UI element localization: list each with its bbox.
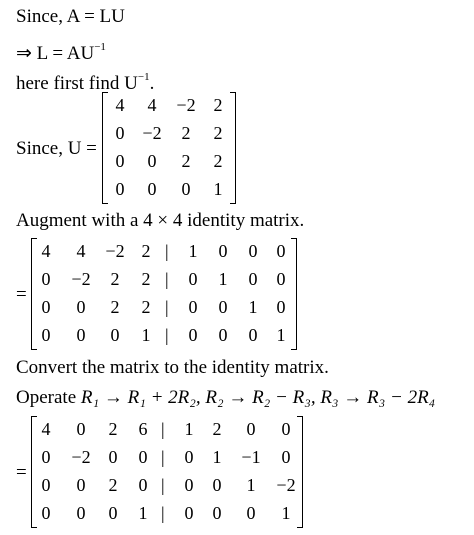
inverse-exponent: −1 [137,71,150,83]
matrix-cell: 1 [248,297,258,317]
matrix-cell: 0 [41,325,51,345]
convert-text: Convert the matrix to the identity matrix. [16,357,329,378]
matrix-cell: 4 [41,241,51,261]
matrix-cell: 1 [212,447,222,467]
augment-divider: | [161,447,165,467]
matrix-cell: 0 [41,503,51,523]
matrix-cell: 2 [141,241,151,261]
equals-sign [16,284,27,306]
matrix-cell: 6 [138,419,148,439]
matrix-cell: −2 [71,447,91,467]
row-operation-3: R₃ → R₃ − 2R₄ [320,387,436,408]
matrix-cell: 0 [248,269,258,289]
matrix-cell: 2 [110,269,120,289]
augment-divider: | [165,297,169,317]
matrix-cell: 2 [181,123,191,143]
matrix-cell: 0 [108,503,118,523]
augmented-matrix-after-operations [31,416,303,528]
matrix-row [31,414,303,444]
matrix-cell: 0 [218,297,228,317]
matrix-cell: 1 [276,325,286,345]
matrix-row [31,236,297,266]
matrix-cell: −2 [142,123,162,143]
matrix-cell: 0 [138,447,148,467]
matrix-row [31,442,303,472]
since-a-lu-text: Since, A = LU [16,6,125,27]
matrix-u [102,92,236,204]
matrix-cell: 1 [188,241,198,261]
matrix-cell: 4 [41,419,51,439]
matrix-cell: 4 [76,241,86,261]
augment-text: Augment with a 4 × 4 identity matrix. [16,210,305,231]
matrix-cell: 0 [188,325,198,345]
matrix-cell: 2 [212,419,222,439]
matrix-cell: 0 [76,297,86,317]
matrix-cell: 0 [281,419,291,439]
matrix-cell: 0 [108,447,118,467]
matrix-cell: 0 [76,475,86,495]
matrix-cell: 0 [281,447,291,467]
matrix-cell: 0 [76,325,86,345]
l-au-text: ⇒ L = AU [16,43,95,64]
matrix-cell: 1 [218,269,228,289]
convert-instruction [16,357,329,379]
matrix-cell: 4 [147,95,157,115]
matrix-cell: 0 [110,325,120,345]
row-operation-1: R₁ → R₁ + 2R₂, [80,387,201,408]
matrix-cell: 2 [108,475,118,495]
matrix-cell: 1 [213,179,223,199]
matrix-row [102,174,236,204]
matrix-cell: 2 [213,151,223,171]
matrix-cell: 0 [76,419,86,439]
matrix-cell: 1 [281,503,291,523]
matrix-cell: 0 [41,447,51,467]
matrix-cell: 0 [115,151,125,171]
matrix-cell: −1 [241,447,261,467]
matrix-cell: 2 [110,297,120,317]
matrix-row [102,90,236,120]
matrix-row [31,264,297,294]
matrix-cell: −2 [176,95,196,115]
matrix-cell: 1 [184,419,194,439]
matrix-row [102,146,236,176]
matrix-cell: 0 [41,269,51,289]
find-u-text: here first find U [16,73,138,94]
matrix-cell: 0 [246,419,256,439]
augment-divider: | [165,241,169,261]
line-since-a-equals-lu [16,6,125,28]
matrix-cell: 0 [276,269,286,289]
equals-sign [16,462,27,484]
matrix-cell: 0 [181,179,191,199]
matrix-cell: 2 [213,95,223,115]
matrix-cell: 0 [147,151,157,171]
matrix-cell: 0 [138,475,148,495]
augment-divider: | [161,419,165,439]
matrix-cell: 0 [246,503,256,523]
matrix-cell: 0 [248,325,258,345]
augment-divider: | [165,269,169,289]
matrix-cell: 0 [212,503,222,523]
matrix-cell: 2 [181,151,191,171]
equals-text: = [16,462,27,483]
augment-divider: | [161,475,165,495]
matrix-cell: 0 [184,503,194,523]
matrix-cell: 2 [108,419,118,439]
matrix-row [31,320,297,350]
matrix-cell: −2 [71,269,91,289]
matrix-cell: 1 [141,325,151,345]
matrix-cell: 1 [246,475,256,495]
matrix-cell: 0 [188,297,198,317]
since-u-text: Since, U = [16,138,97,159]
matrix-cell: 2 [213,123,223,143]
matrix-cell: 0 [147,179,157,199]
matrix-cell: 0 [184,447,194,467]
matrix-cell: 0 [41,475,51,495]
matrix-cell: 0 [248,241,258,261]
matrix-cell: −2 [276,475,296,495]
matrix-row [102,118,236,148]
inverse-exponent: −1 [94,41,106,53]
matrix-cell: 0 [184,475,194,495]
matrix-row [31,498,303,528]
matrix-row [31,292,297,322]
matrix-cell: 0 [41,297,51,317]
matrix-cell: 0 [218,325,228,345]
matrix-cell: 2 [141,297,151,317]
matrix-cell: 0 [276,241,286,261]
matrix-row [31,470,303,500]
augment-instruction [16,210,304,232]
operate-instruction [16,387,435,409]
matrix-cell: 0 [188,269,198,289]
matrix-cell: 0 [218,241,228,261]
matrix-cell: 0 [276,297,286,317]
matrix-cell: −2 [105,241,125,261]
equals-text: = [16,284,27,305]
matrix-cell: 0 [115,123,125,143]
line-l-equals-au-inverse [16,36,106,65]
since-u-label [16,138,97,160]
matrix-cell: 2 [141,269,151,289]
matrix-cell: 0 [212,475,222,495]
matrix-cell: 0 [115,179,125,199]
matrix-cell: 4 [115,95,125,115]
matrix-cell: 1 [138,503,148,523]
augment-divider: | [161,503,165,523]
matrix-cell: 0 [76,503,86,523]
period: . [149,73,155,94]
row-operation-2: R₂ → R₂ − R₃, [205,387,316,408]
augmented-matrix-initial [31,238,297,350]
augment-divider: | [165,325,169,345]
operate-label: Operate [16,387,77,408]
